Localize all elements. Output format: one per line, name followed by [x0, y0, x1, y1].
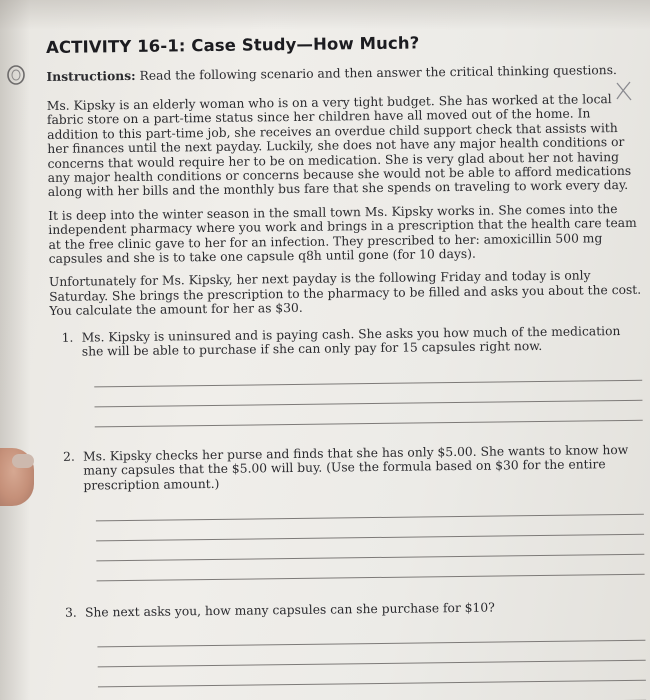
- fingernail: [12, 454, 34, 468]
- question-1: [62, 323, 643, 427]
- page-shadow-top: [0, 0, 650, 30]
- question-text: She next asks you, how many capsules can she purchase for $10?: [84, 600, 495, 620]
- question-number: 1.: [61, 330, 74, 345]
- answer-lines[interactable]: [96, 494, 645, 581]
- activity-content: [46, 31, 646, 700]
- binder-ring-icon: [6, 64, 26, 86]
- instructions-text: Read the following scenario and then answer the critical thinking questions.: [135, 63, 617, 83]
- question-2: [63, 443, 645, 582]
- scenario-paragraph-1: Ms. Kipsky is an elderly woman who is on a very tight budget. She has worked at the local fabric store on a part-time status since her children have all moved out of the home. In addition to this part-time job, she receives an overdue child support check that assists with her finances until the next payday. Luckily, she does not have any major health conditions or concerns that would require her to be on medication. She is very glad about her not having any major health conditions or concerns because she would not be able to afford medications along with her bills and the monthly bus fare that she spends on traveling to work every day.: [46, 92, 632, 200]
- instructions: [46, 62, 638, 85]
- activity-title: ACTIVITY 16-1: Case Study—How Much?: [46, 33, 420, 57]
- scenario-paragraph-2: It is deep into the winter season in the small town Ms. Kipsky works in. She comes into the independent pharmacy where you work and brings in a prescription that the health care team at the free clinic gave to her for an infection. They prescribed to her: amoxicillin 500 mg capsules and she is to take one capsule q8h until gone (for 10 days).: [48, 201, 637, 267]
- question-number: 3.: [64, 605, 77, 620]
- scenario-paragraph-3: Unfortunately for Ms. Kipsky, her next payday is the following Friday and today is only Saturday. She brings the prescription to the pharmacy to be filled and asks you about the cost. You calculate the amount for her as $30.: [48, 268, 642, 319]
- page-shadow-left: [0, 0, 30, 700]
- question-text: Ms. Kipsky is uninsured and is paying cash. She asks you how much of the medication she will be able to purchase if she can only pay for 15 capsules right now.: [81, 323, 621, 359]
- answer-lines[interactable]: [94, 361, 643, 428]
- question-3: [65, 598, 646, 700]
- question-text: Ms. Kipsky checks her purse and finds that she has only $5.00. She wants to know how many capsules that the $5.00 will buy. (Use the formula based on $30 for the entire prescription amount.): [83, 442, 629, 493]
- question-number: 2.: [63, 449, 75, 464]
- answer-lines[interactable]: [97, 621, 646, 700]
- instructions-label: Instructions:: [46, 67, 136, 84]
